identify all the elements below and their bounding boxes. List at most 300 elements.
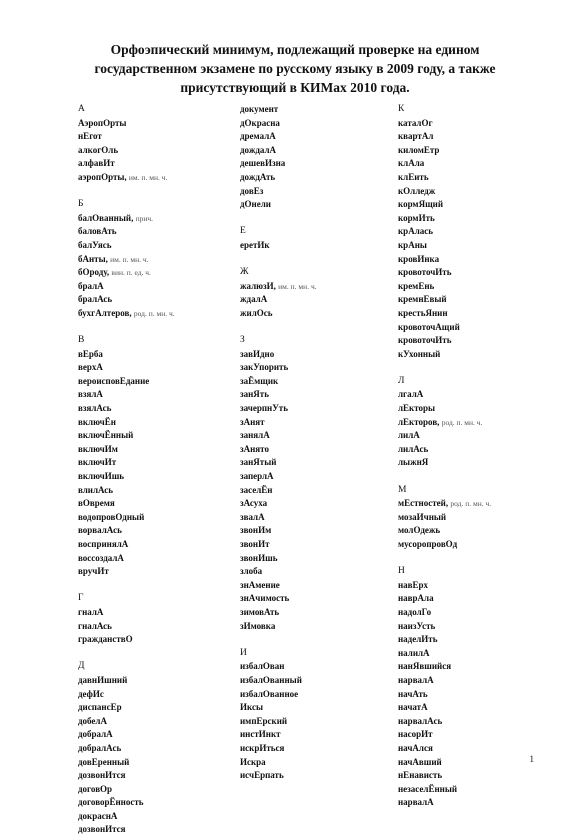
word-text: мЕстностей, bbox=[398, 498, 449, 509]
word-text: звонИшь bbox=[240, 552, 278, 563]
word-entry bbox=[240, 769, 390, 783]
grammar-note: род. п. мн. ч. bbox=[133, 308, 175, 318]
word-text: звалА bbox=[240, 511, 265, 522]
word-text: нарвалА bbox=[398, 797, 434, 808]
word-entry bbox=[240, 728, 390, 742]
word-entry bbox=[78, 633, 228, 647]
word-entry bbox=[240, 130, 390, 144]
word-entry bbox=[78, 402, 228, 416]
word-entry bbox=[78, 524, 228, 538]
word-text: звонИт bbox=[240, 539, 270, 549]
word-text: звонИм bbox=[240, 525, 272, 536]
word-entry bbox=[398, 674, 548, 688]
word-entry bbox=[398, 144, 548, 158]
section-spacer bbox=[78, 321, 228, 335]
word-entry bbox=[398, 456, 548, 470]
word-entry bbox=[240, 307, 390, 321]
word-text: злоба bbox=[240, 566, 263, 577]
word-text: каталОг bbox=[398, 117, 433, 128]
grammar-note: им. п. мн. ч. bbox=[110, 254, 149, 264]
word-entry bbox=[240, 552, 390, 566]
section-letter: М bbox=[398, 484, 407, 495]
section-letter: К bbox=[398, 104, 405, 114]
word-text: начАть bbox=[398, 688, 428, 699]
word-text: наврАла bbox=[398, 593, 434, 604]
word-entry bbox=[78, 565, 228, 579]
word-entry bbox=[78, 375, 228, 389]
word-entry bbox=[240, 674, 390, 688]
page-number: 1 bbox=[529, 754, 534, 764]
word-entry bbox=[240, 293, 390, 307]
word-text: добралАсь bbox=[78, 742, 122, 753]
word-column-1 bbox=[78, 103, 228, 837]
word-text: включИм bbox=[78, 443, 118, 454]
word-entry bbox=[240, 117, 390, 131]
section-letter: Б bbox=[78, 199, 84, 210]
word-entry bbox=[240, 402, 390, 416]
section-spacer bbox=[78, 185, 228, 199]
word-entry bbox=[398, 416, 548, 430]
word-text: клЕить bbox=[398, 171, 429, 182]
word-entry bbox=[398, 185, 548, 199]
word-text: дозвонИтся bbox=[78, 770, 126, 781]
word-entry bbox=[78, 497, 228, 511]
word-text: незаселЁнный bbox=[398, 783, 458, 794]
word-text: дОкрасна bbox=[240, 117, 280, 128]
word-entry bbox=[398, 157, 548, 171]
word-text: нанЯвшийся bbox=[398, 661, 452, 672]
word-text: вероисповЕдание bbox=[78, 375, 150, 386]
word-entry bbox=[78, 552, 228, 566]
word-text: наизУсть bbox=[398, 620, 436, 631]
word-text: нарвалАсь bbox=[398, 715, 443, 726]
word-entry bbox=[78, 620, 228, 634]
section-letter: З bbox=[240, 335, 245, 346]
word-text: закУпорить bbox=[240, 362, 289, 373]
word-entry bbox=[240, 592, 390, 606]
word-entry bbox=[78, 307, 228, 321]
word-entry bbox=[398, 225, 548, 239]
word-entry bbox=[240, 470, 390, 484]
word-text: крестьЯнин bbox=[398, 307, 448, 318]
word-entry bbox=[78, 688, 228, 702]
section-spacer bbox=[398, 552, 548, 566]
word-entry bbox=[398, 497, 548, 511]
word-text: ждалА bbox=[240, 294, 268, 305]
word-text: бОроду, bbox=[78, 267, 110, 278]
section-spacer bbox=[78, 579, 228, 593]
grammar-note: род. п. мн. ч. bbox=[450, 499, 492, 509]
word-entry bbox=[78, 280, 228, 294]
word-text: верхА bbox=[78, 362, 103, 373]
word-text: кровоточИть bbox=[398, 335, 452, 346]
word-entry bbox=[398, 280, 548, 294]
word-entry bbox=[240, 198, 390, 212]
word-entry bbox=[78, 484, 228, 498]
word-text: мусоропровОд bbox=[398, 539, 458, 549]
word-entry bbox=[78, 361, 228, 375]
word-text: Искра bbox=[240, 756, 266, 767]
word-text: бралАсь bbox=[78, 294, 113, 305]
word-text: избалОванное bbox=[240, 688, 299, 699]
word-text: завИдно bbox=[240, 348, 275, 359]
word-text: гналАсь bbox=[78, 620, 112, 631]
word-text: зАнят bbox=[240, 416, 265, 427]
section-spacer bbox=[398, 470, 548, 484]
word-text: заселЁн bbox=[240, 484, 273, 495]
word-text: вручИт bbox=[78, 566, 109, 577]
section-spacer bbox=[240, 633, 390, 647]
word-entry bbox=[398, 688, 548, 702]
word-entry bbox=[398, 198, 548, 212]
word-entry bbox=[398, 388, 548, 402]
word-entry bbox=[240, 103, 390, 117]
word-text: лыжнЯ bbox=[398, 457, 429, 468]
word-text: баловАть bbox=[78, 226, 117, 237]
word-entry bbox=[398, 592, 548, 606]
word-text: включЁн bbox=[78, 416, 116, 427]
word-text: знАмение bbox=[240, 579, 280, 590]
word-entry bbox=[240, 606, 390, 620]
word-entry bbox=[398, 429, 548, 443]
section-spacer bbox=[240, 212, 390, 226]
word-entry bbox=[240, 511, 390, 525]
word-text: импЕрский bbox=[240, 715, 288, 726]
grammar-note: прич. bbox=[135, 213, 154, 223]
word-text: нЕнависть bbox=[398, 770, 443, 781]
word-text: лЕкторы bbox=[398, 403, 436, 414]
word-text: зИмовка bbox=[240, 620, 276, 631]
word-entry bbox=[240, 157, 390, 171]
word-entry bbox=[398, 443, 548, 457]
word-text: документ bbox=[240, 104, 279, 114]
word-text: гражданствО bbox=[78, 634, 133, 645]
word-text: кремнЕвый bbox=[398, 294, 447, 305]
word-text: лЕкторов, bbox=[398, 416, 440, 427]
word-text: включИшь bbox=[78, 471, 125, 482]
word-entry bbox=[78, 443, 228, 457]
word-entry bbox=[78, 538, 228, 552]
word-entry bbox=[398, 212, 548, 226]
word-entry bbox=[240, 524, 390, 538]
section-letter: Е bbox=[240, 226, 246, 237]
word-text: заЁмщик bbox=[240, 375, 279, 386]
word-entry bbox=[398, 348, 548, 362]
section-letter: И bbox=[240, 647, 247, 658]
word-entry bbox=[240, 742, 390, 756]
word-text: искрИться bbox=[240, 742, 285, 753]
word-text: докраснА bbox=[78, 810, 118, 821]
word-text: кОлледж bbox=[398, 185, 436, 196]
word-entry bbox=[240, 497, 390, 511]
word-entry bbox=[240, 484, 390, 498]
word-entry bbox=[240, 416, 390, 430]
word-text: алфавИт bbox=[78, 158, 115, 169]
section-letter: А bbox=[78, 104, 85, 114]
section-spacer bbox=[398, 361, 548, 375]
word-text: навЕрх bbox=[398, 579, 429, 590]
word-entry bbox=[240, 660, 390, 674]
word-text: кровоточАщий bbox=[398, 321, 460, 332]
word-entry bbox=[240, 715, 390, 729]
word-entry bbox=[78, 293, 228, 307]
word-entry bbox=[240, 375, 390, 389]
section-letter: Ж bbox=[240, 267, 249, 278]
word-text: вОвремя bbox=[78, 498, 115, 509]
word-text: взялА bbox=[78, 389, 103, 400]
word-text: воссоздалА bbox=[78, 552, 124, 563]
word-text: надолГо bbox=[398, 606, 432, 617]
word-text: довЕренный bbox=[78, 756, 130, 767]
word-entry bbox=[78, 212, 228, 226]
word-entry bbox=[398, 633, 548, 647]
word-text: алкогОль bbox=[78, 144, 119, 155]
word-entry bbox=[78, 144, 228, 158]
word-text: кровоточИть bbox=[398, 267, 452, 278]
word-entry bbox=[78, 783, 228, 797]
word-text: лилАсь bbox=[398, 443, 429, 454]
word-text: начАлся bbox=[398, 742, 433, 753]
word-text: знАчимость bbox=[240, 593, 290, 604]
word-entry bbox=[78, 266, 228, 280]
section-spacer bbox=[240, 253, 390, 267]
word-entry bbox=[78, 239, 228, 253]
word-entry bbox=[398, 715, 548, 729]
word-text: зачерпнУть bbox=[240, 403, 288, 414]
section-letter: Д bbox=[78, 661, 85, 672]
word-text: добелА bbox=[78, 715, 107, 726]
word-entry bbox=[240, 361, 390, 375]
word-entry bbox=[78, 470, 228, 484]
word-text: влилАсь bbox=[78, 484, 114, 495]
word-entry bbox=[240, 185, 390, 199]
word-entry bbox=[398, 606, 548, 620]
word-text: давнИшний bbox=[78, 674, 128, 685]
word-text: еретИк bbox=[240, 239, 270, 250]
word-entry bbox=[78, 117, 228, 131]
grammar-note: им. п. мн. ч. bbox=[278, 281, 317, 291]
word-text: нарвалА bbox=[398, 674, 434, 685]
word-entry bbox=[398, 538, 548, 552]
word-text: кормИть bbox=[398, 212, 435, 223]
word-text: дешевИзна bbox=[240, 158, 286, 169]
word-text: исчЕрпать bbox=[240, 770, 284, 781]
word-text: аэропОрты, bbox=[78, 171, 127, 182]
word-text: включИт bbox=[78, 457, 117, 468]
word-text: квартАл bbox=[398, 131, 434, 142]
word-text: зАнято bbox=[240, 443, 269, 454]
word-entry bbox=[240, 144, 390, 158]
word-entry bbox=[398, 253, 548, 267]
word-text: бАнты, bbox=[78, 253, 108, 264]
word-entry bbox=[78, 157, 228, 171]
word-text: бралА bbox=[78, 280, 104, 291]
word-text: дремалА bbox=[240, 131, 276, 142]
word-entry bbox=[78, 606, 228, 620]
word-entry bbox=[398, 579, 548, 593]
word-entry bbox=[240, 171, 390, 185]
word-text: взялАсь bbox=[78, 403, 112, 414]
word-entry bbox=[398, 796, 548, 810]
section-letter: Н bbox=[398, 566, 405, 577]
word-text: крАлась bbox=[398, 226, 433, 237]
word-text: дОнели bbox=[240, 199, 271, 210]
word-text: дождАть bbox=[240, 171, 276, 182]
word-entry bbox=[240, 565, 390, 579]
word-text: дефИс bbox=[78, 688, 104, 699]
word-entry bbox=[240, 239, 390, 253]
word-entry bbox=[398, 769, 548, 783]
word-text: дождалА bbox=[240, 144, 277, 155]
word-text: начатА bbox=[398, 702, 428, 713]
word-entry bbox=[398, 728, 548, 742]
word-text: кремЕнь bbox=[398, 280, 435, 291]
word-text: занЯть bbox=[240, 389, 269, 400]
word-entry bbox=[78, 674, 228, 688]
word-text: лилА bbox=[398, 430, 420, 441]
word-entry bbox=[78, 388, 228, 402]
word-entry bbox=[78, 810, 228, 824]
word-text: включЁнный bbox=[78, 430, 134, 441]
word-entry bbox=[78, 715, 228, 729]
word-entry bbox=[240, 280, 390, 294]
word-entry bbox=[240, 538, 390, 552]
word-entry bbox=[398, 171, 548, 185]
word-text: балОванный, bbox=[78, 212, 134, 223]
word-entry bbox=[398, 783, 548, 797]
word-text: водопровОдный bbox=[78, 511, 145, 522]
section-spacer bbox=[240, 321, 390, 335]
word-text: занЯтый bbox=[240, 457, 277, 468]
word-entry bbox=[78, 429, 228, 443]
word-text: кровИнка bbox=[398, 253, 440, 264]
word-entry bbox=[78, 756, 228, 770]
grammar-note: род. п. мн. ч. bbox=[441, 417, 483, 427]
word-entry bbox=[78, 823, 228, 837]
word-text: кУхонный bbox=[398, 348, 441, 359]
word-text: заперлА bbox=[240, 471, 274, 482]
word-text: воспринялА bbox=[78, 539, 129, 549]
word-text: АэропОрты bbox=[78, 117, 127, 128]
word-text: насорИт bbox=[398, 729, 433, 740]
word-entry bbox=[78, 742, 228, 756]
word-text: ворвалАсь bbox=[78, 525, 122, 536]
word-entry bbox=[398, 620, 548, 634]
word-text: киломЕтр bbox=[398, 144, 440, 155]
word-text: жалюзИ, bbox=[240, 280, 276, 291]
word-text: избалОванный bbox=[240, 674, 302, 685]
word-entry bbox=[398, 334, 548, 348]
word-text: бухгАлтеров, bbox=[78, 307, 132, 318]
word-entry bbox=[398, 307, 548, 321]
word-text: клАла bbox=[398, 158, 425, 169]
section-spacer bbox=[78, 647, 228, 661]
word-entry bbox=[398, 293, 548, 307]
word-entry bbox=[78, 130, 228, 144]
word-entry bbox=[78, 511, 228, 525]
word-entry bbox=[78, 416, 228, 430]
word-entry bbox=[398, 756, 548, 770]
word-entry bbox=[78, 225, 228, 239]
word-entry bbox=[398, 524, 548, 538]
word-entry bbox=[78, 701, 228, 715]
word-column-3 bbox=[398, 103, 548, 810]
grammar-note: им. п. мн. ч. bbox=[128, 172, 168, 182]
word-text: договорЁнность bbox=[78, 797, 144, 808]
word-entry bbox=[78, 253, 228, 267]
word-entry bbox=[398, 130, 548, 144]
word-text: инстИнкт bbox=[240, 729, 281, 740]
word-entry bbox=[78, 796, 228, 810]
word-text: Иксы bbox=[240, 702, 263, 713]
word-entry bbox=[398, 511, 548, 525]
word-text: начАвший bbox=[398, 756, 442, 767]
word-entry bbox=[240, 348, 390, 362]
word-entry bbox=[240, 688, 390, 702]
word-entry bbox=[240, 620, 390, 634]
word-text: гналА bbox=[78, 606, 104, 617]
word-text: договОр bbox=[78, 783, 113, 794]
word-text: нЕгот bbox=[78, 131, 102, 142]
word-entry bbox=[398, 660, 548, 674]
word-entry bbox=[240, 429, 390, 443]
word-entry bbox=[398, 117, 548, 131]
document-title: Орфоэпический минимум, подлежащий проверке на едином государственном экзамене по русскому языку в 2009 году, а также присутствующий в КИМах 2010 года. bbox=[94, 42, 496, 95]
word-text: вЕрба bbox=[78, 348, 103, 359]
word-entry bbox=[78, 769, 228, 783]
word-entry bbox=[240, 579, 390, 593]
word-entry bbox=[398, 402, 548, 416]
word-entry bbox=[398, 321, 548, 335]
word-entry bbox=[240, 456, 390, 470]
word-entry bbox=[398, 701, 548, 715]
word-entry bbox=[398, 239, 548, 253]
word-text: добралА bbox=[78, 729, 113, 740]
word-text: наделИть bbox=[398, 634, 438, 645]
word-column-2 bbox=[240, 103, 390, 783]
word-entry bbox=[240, 388, 390, 402]
word-entry bbox=[240, 756, 390, 770]
section-letter: В bbox=[78, 335, 85, 346]
word-entry bbox=[78, 171, 228, 185]
word-text: мозаИчный bbox=[398, 511, 447, 522]
word-text: молОдежь bbox=[398, 525, 441, 536]
word-text: довЕз bbox=[240, 185, 264, 196]
word-text: кормЯщий bbox=[398, 199, 444, 210]
word-entry bbox=[398, 266, 548, 280]
word-text: крАны bbox=[398, 239, 427, 250]
grammar-note: вин. п. ед. ч. bbox=[111, 268, 151, 278]
word-entry bbox=[240, 701, 390, 715]
section-letter: Г bbox=[78, 593, 84, 604]
word-text: жилОсь bbox=[240, 307, 273, 318]
word-text: дозвонИтся bbox=[78, 824, 126, 835]
word-entry bbox=[78, 728, 228, 742]
word-text: зимовАть bbox=[240, 606, 280, 617]
word-text: зАсуха bbox=[240, 498, 268, 509]
word-text: диспансЕр bbox=[78, 702, 122, 713]
word-text: избалОван bbox=[240, 661, 285, 672]
section-letter: Л bbox=[398, 375, 405, 386]
word-text: налилА bbox=[398, 647, 430, 658]
word-entry bbox=[240, 443, 390, 457]
word-text: занялА bbox=[240, 430, 270, 441]
word-entry bbox=[398, 647, 548, 661]
word-text: балУясь bbox=[78, 239, 112, 250]
word-entry bbox=[78, 348, 228, 362]
word-text: лгалА bbox=[398, 389, 424, 400]
word-entry bbox=[78, 456, 228, 470]
